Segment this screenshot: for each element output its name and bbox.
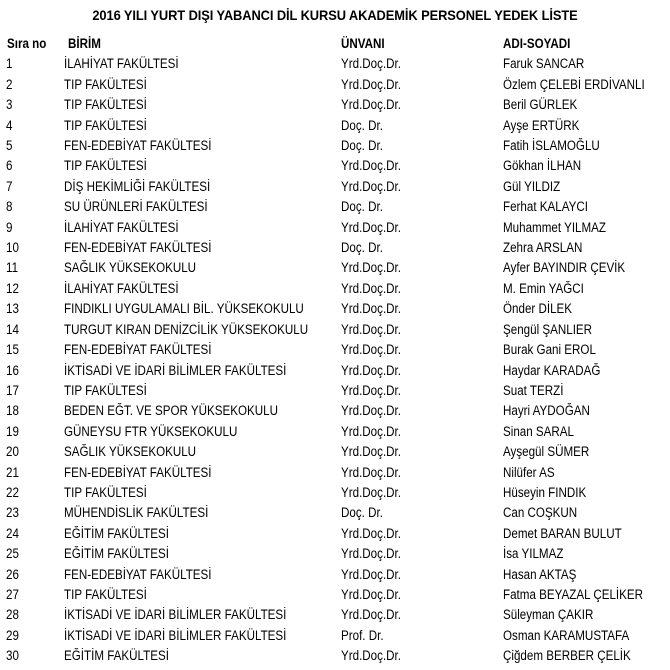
row-number-cell [0,136,64,156]
row-rank: Yrd.Doç.Dr. [341,484,402,500]
header-adi-soyadi [503,34,670,54]
row-rank-cell [341,116,503,136]
row-unit-cell [64,503,341,523]
row-unit-cell [64,646,341,666]
row-number: 5 [6,138,13,154]
row-number-cell [0,320,64,340]
row-number: 9 [6,219,13,235]
row-unit-cell [64,626,341,646]
row-name-cell [503,116,670,136]
row-unit: FEN-EDEBİYAT FAKÜLTESİ [64,566,212,582]
row-name-cell [503,299,670,319]
row-unit: TIP FAKÜLTESİ [64,484,147,500]
row-number: 27 [6,586,19,602]
row-name: Süleyman ÇAKIR [503,607,594,623]
header-adi-soyadi-label: ADI-SOYADI [503,36,571,51]
table-row [0,136,670,156]
row-unit-cell [64,605,341,625]
row-number: 17 [6,382,19,398]
row-rank: Yrd.Doç.Dr. [341,525,402,541]
row-unit: İLAHİYAT FAKÜLTESİ [64,280,179,296]
row-name-cell [503,320,670,340]
row-name: Fatma BEYAZAL ÇELİKER [503,586,644,602]
row-unit: SAĞLIK YÜKSEKOKULU [64,444,197,460]
row-unit-cell [64,258,341,278]
row-rank-cell [341,320,503,340]
row-name: Ayşegül SÜMER [503,444,590,460]
row-number: 25 [6,546,19,562]
row-name: Faruk SANCAR [503,56,585,72]
row-rank: Yrd.Doç.Dr. [341,362,402,378]
row-unit-cell [64,75,341,95]
row-unit-cell [64,279,341,299]
row-unit-cell [64,340,341,360]
header-birim [64,34,341,54]
row-name: Osman KARAMUSTAFA [503,627,630,643]
row-rank: Yrd.Doç.Dr. [341,342,402,358]
row-rank: Doç. Dr. [341,240,383,256]
row-number-cell [0,442,64,462]
row-number-cell [0,361,64,381]
row-number-cell [0,626,64,646]
row-rank: Yrd.Doç.Dr. [341,56,402,72]
row-rank-cell [341,565,503,585]
row-name-cell [503,95,670,115]
row-rank: Yrd.Doç.Dr. [341,546,402,562]
row-unit: TIP FAKÜLTESİ [64,117,147,133]
row-rank-cell [341,585,503,605]
row-rank: Yrd.Doç.Dr. [341,178,402,194]
page-title: 2016 YILI YURT DIŞI YABANCI DİL KURSU AKADEMİK PERSONEL YEDEK LİSTE [92,7,578,23]
table-row [0,646,670,666]
table-row [0,544,670,564]
row-number: 16 [6,362,19,378]
row-rank: Prof. Dr. [341,627,384,643]
row-rank-cell [341,524,503,544]
row-unit-cell [64,361,341,381]
row-number: 8 [6,199,13,215]
row-number-cell [0,75,64,95]
row-unit-cell [64,524,341,544]
row-unit-cell [64,463,341,483]
row-rank-cell [341,75,503,95]
row-name-cell [503,565,670,585]
table-row [0,116,670,136]
table-row [0,299,670,319]
row-number: 29 [6,627,19,643]
header-sira-no-label: Sıra no [7,36,47,51]
row-name-cell [503,218,670,238]
table-row [0,320,670,340]
table-row [0,483,670,503]
row-name: Zehra ARSLAN [503,240,583,256]
row-rank-cell [341,177,503,197]
row-unit: İKTİSADİ VE İDARİ BİLİMLER FAKÜLTESİ [64,627,287,643]
row-number: 23 [6,505,19,521]
row-rank-cell [341,340,503,360]
row-name: Önder DİLEK [503,301,573,317]
row-rank: Yrd.Doç.Dr. [341,607,402,623]
row-number-cell [0,54,64,74]
row-name-cell [503,177,670,197]
row-rank-cell [341,544,503,564]
row-rank-cell [341,156,503,176]
row-rank: Yrd.Doç.Dr. [341,280,402,296]
row-number: 7 [6,178,13,194]
row-name-cell [503,381,670,401]
row-rank: Yrd.Doç.Dr. [341,382,402,398]
table-row [0,279,670,299]
row-name: Can COŞKUN [503,505,578,521]
row-unit: İLAHİYAT FAKÜLTESİ [64,219,179,235]
header-unvani-label: ÜNVANI [341,36,385,51]
row-unit: EĞİTİM FAKÜLTESİ [64,648,169,664]
row-rank-cell [341,442,503,462]
table-row [0,177,670,197]
row-number: 14 [6,321,19,337]
row-name: Fatih İSLAMOĞLU [503,138,600,154]
row-unit: DİŞ HEKİMLİĞİ FAKÜLTESİ [64,178,211,194]
row-number: 18 [6,403,19,419]
row-number-cell [0,279,64,299]
row-rank-cell [341,299,503,319]
row-number: 28 [6,607,19,623]
row-name-cell [503,197,670,217]
row-number: 3 [6,97,13,113]
row-rank-cell [341,136,503,156]
table-row [0,95,670,115]
row-name: Özlem ÇELEBİ ERDİVANLI [503,76,645,92]
row-unit-cell [64,544,341,564]
row-rank: Yrd.Doç.Dr. [341,76,402,92]
table-header-row [0,34,670,54]
row-number: 12 [6,280,19,296]
row-number: 2 [6,76,13,92]
row-number: 13 [6,301,19,317]
row-number-cell [0,218,64,238]
row-name: Ferhat KALAYCI [503,199,588,215]
row-rank-cell [341,463,503,483]
row-rank-cell [341,95,503,115]
row-name-cell [503,503,670,523]
table-row [0,258,670,278]
row-number: 21 [6,464,19,480]
row-name-cell [503,422,670,442]
row-rank-cell [341,279,503,299]
row-unit: MÜHENDİSLİK FAKÜLTESİ [64,505,209,521]
table-row [0,442,670,462]
row-rank-cell [341,238,503,258]
row-name-cell [503,258,670,278]
row-unit: SAĞLIK YÜKSEKOKULU [64,260,197,276]
row-rank: Yrd.Doç.Dr. [341,321,402,337]
row-rank: Yrd.Doç.Dr. [341,403,402,419]
table-row [0,463,670,483]
row-rank: Doç. Dr. [341,199,383,215]
row-number-cell [0,177,64,197]
table-row [0,626,670,646]
row-name-cell [503,156,670,176]
table-row [0,565,670,585]
row-name: Beril GÜRLEK [503,97,578,113]
header-birim-label: BİRİM [68,36,101,51]
row-number-cell [0,646,64,666]
row-unit-cell [64,95,341,115]
table-row [0,422,670,442]
row-rank: Yrd.Doç.Dr. [341,423,402,439]
row-name-cell [503,463,670,483]
table-row [0,340,670,360]
table-body [0,54,670,666]
row-unit: FINDIKLI UYGULAMALI BİL. YÜKSEKOKULU [64,301,304,317]
row-number-cell [0,197,64,217]
row-number: 19 [6,423,19,439]
row-name: Hüseyin FINDIK [503,484,587,500]
table-row [0,197,670,217]
table-row [0,503,670,523]
row-number-cell [0,524,64,544]
row-number: 11 [6,260,19,276]
row-name-cell [503,136,670,156]
row-unit: TIP FAKÜLTESİ [64,97,147,113]
row-number-cell [0,401,64,421]
row-name: İsa YILMAZ [503,546,564,562]
row-number-cell [0,585,64,605]
row-unit-cell [64,585,341,605]
row-unit: İKTİSADİ VE İDARİ BİLİMLER FAKÜLTESİ [64,362,287,378]
row-rank-cell [341,258,503,278]
row-number: 10 [6,240,19,256]
row-number: 24 [6,525,19,541]
table-row [0,361,670,381]
row-name: Nilüfer AS [503,464,555,480]
row-name-cell [503,75,670,95]
row-unit: FEN-EDEBİYAT FAKÜLTESİ [64,464,212,480]
row-number-cell [0,340,64,360]
row-rank-cell [341,483,503,503]
row-unit: FEN-EDEBİYAT FAKÜLTESİ [64,138,212,154]
row-name: Demet BARAN BULUT [503,525,622,541]
row-name-cell [503,238,670,258]
row-name: Gökhan İLHAN [503,158,582,174]
row-rank: Yrd.Doç.Dr. [341,219,402,235]
row-unit-cell [64,238,341,258]
table-row [0,401,670,421]
row-rank-cell [341,422,503,442]
row-name-cell [503,544,670,564]
row-number: 4 [6,117,13,133]
row-rank: Yrd.Doç.Dr. [341,301,402,317]
row-name: Suat TERZİ [503,382,564,398]
row-number: 6 [6,158,13,174]
row-name-cell [503,361,670,381]
row-number: 15 [6,342,19,358]
row-rank: Yrd.Doç.Dr. [341,566,402,582]
row-unit: BEDEN EĞT. VE SPOR YÜKSEKOKULU [64,403,278,419]
row-name-cell [503,524,670,544]
row-rank: Doç. Dr. [341,138,383,154]
row-number-cell [0,116,64,136]
table-row [0,218,670,238]
row-name: Haydar KARADAĞ [503,362,601,378]
row-unit-cell [64,218,341,238]
row-unit: SU ÜRÜNLERİ FAKÜLTESİ [64,199,208,215]
row-rank: Doç. Dr. [341,505,383,521]
header-sira-no [0,34,64,54]
row-unit-cell [64,197,341,217]
row-rank-cell [341,401,503,421]
row-unit-cell [64,483,341,503]
row-unit-cell [64,136,341,156]
row-name-cell [503,442,670,462]
row-name: Ayşe ERTÜRK [503,117,580,133]
row-number: 20 [6,444,19,460]
row-unit-cell [64,381,341,401]
row-number: 22 [6,484,19,500]
row-rank-cell [341,646,503,666]
row-rank: Yrd.Doç.Dr. [341,158,402,174]
row-number-cell [0,95,64,115]
row-rank: Yrd.Doç.Dr. [341,586,402,602]
row-number-cell [0,483,64,503]
row-unit: İLAHİYAT FAKÜLTESİ [64,56,179,72]
row-unit-cell [64,116,341,136]
table-row [0,605,670,625]
row-unit-cell [64,54,341,74]
row-rank-cell [341,54,503,74]
row-unit: TIP FAKÜLTESİ [64,158,147,174]
row-number-cell [0,605,64,625]
row-name: Çiğdem BERBER ÇELİK [503,648,631,664]
table-row [0,75,670,95]
row-name: Muhammet YILMAZ [503,219,607,235]
row-unit-cell [64,177,341,197]
row-number: 1 [6,56,13,72]
row-name-cell [503,54,670,74]
row-number-cell [0,463,64,483]
row-rank: Yrd.Doç.Dr. [341,464,402,480]
row-rank: Yrd.Doç.Dr. [341,260,402,276]
row-unit: İKTİSADİ VE İDARİ BİLİMLER FAKÜLTESİ [64,607,287,623]
row-unit-cell [64,401,341,421]
row-number: 26 [6,566,19,582]
row-name-cell [503,483,670,503]
row-unit-cell [64,320,341,340]
row-number-cell [0,299,64,319]
row-name-cell [503,340,670,360]
row-unit: EĞİTİM FAKÜLTESİ [64,546,169,562]
row-number-cell [0,381,64,401]
row-unit: EĞİTİM FAKÜLTESİ [64,525,169,541]
row-name: Şengül ŞANLIER [503,321,593,337]
row-unit: GÜNEYSU FTR YÜKSEKOKULU [64,423,238,439]
row-name: Sinan SARAL [503,423,575,439]
table-row [0,381,670,401]
row-name: Gül YILDIZ [503,178,561,194]
table-row [0,524,670,544]
row-name-cell [503,605,670,625]
row-rank: Doç. Dr. [341,117,383,133]
row-unit: TIP FAKÜLTESİ [64,586,147,602]
row-name: Hayri AYDOĞAN [503,403,590,419]
row-number: 30 [6,648,19,664]
row-name: Hasan AKTAŞ [503,566,577,582]
row-name: Burak Gani EROL [503,342,596,358]
row-number-cell [0,422,64,442]
row-name: M. Emin YAĞCI [503,280,584,296]
table-row [0,238,670,258]
row-unit-cell [64,156,341,176]
row-name-cell [503,646,670,666]
row-name-cell [503,401,670,421]
row-name-cell [503,585,670,605]
row-unit: FEN-EDEBİYAT FAKÜLTESİ [64,240,212,256]
row-name-cell [503,279,670,299]
header-unvani [341,34,503,54]
row-rank-cell [341,605,503,625]
row-rank: Yrd.Doç.Dr. [341,648,402,664]
row-unit: TIP FAKÜLTESİ [64,76,147,92]
row-rank-cell [341,218,503,238]
table-row [0,54,670,74]
row-number-cell [0,238,64,258]
row-unit: TURGUT KIRAN DENİZCİLİK YÜKSEKOKULU [64,321,309,337]
row-rank-cell [341,626,503,646]
row-unit-cell [64,299,341,319]
row-number-cell [0,258,64,278]
row-rank-cell [341,381,503,401]
row-unit-cell [64,422,341,442]
row-rank: Yrd.Doç.Dr. [341,444,402,460]
row-rank-cell [341,197,503,217]
row-number-cell [0,503,64,523]
table-row [0,585,670,605]
row-rank: Yrd.Doç.Dr. [341,97,402,113]
row-number-cell [0,544,64,564]
row-unit-cell [64,565,341,585]
row-unit: FEN-EDEBİYAT FAKÜLTESİ [64,342,212,358]
row-number-cell [0,156,64,176]
table-row [0,156,670,176]
row-unit: TIP FAKÜLTESİ [64,382,147,398]
row-name-cell [503,626,670,646]
row-rank-cell [341,361,503,381]
row-number-cell [0,565,64,585]
row-rank-cell [341,503,503,523]
row-name: Ayfer BAYINDIR ÇEVİK [503,260,626,276]
row-unit-cell [64,442,341,462]
reserve-list-table [0,34,670,667]
